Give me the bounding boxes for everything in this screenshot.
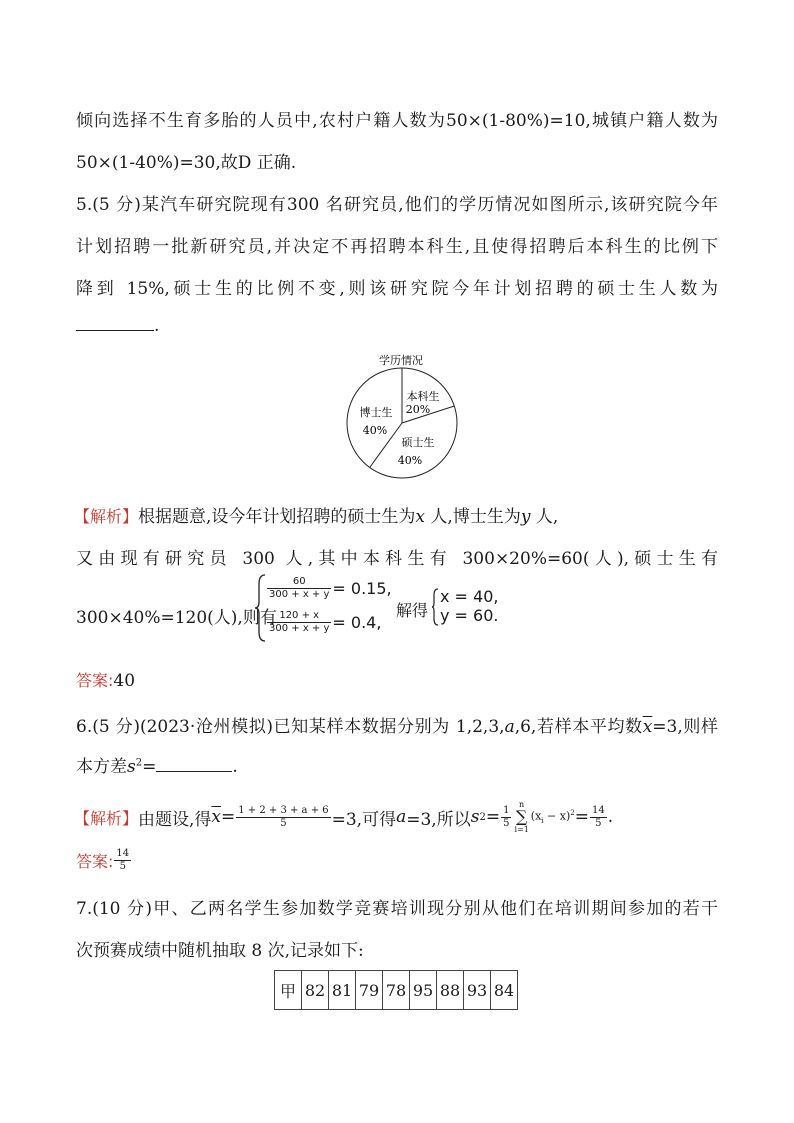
- slice-pct-boshi: 40%: [362, 424, 388, 437]
- slice-pct-benke: 20%: [405, 403, 431, 416]
- q6-solution: 【解析】 由题设,得 $\overline{x}$ = $\frac{1 + 2 + 3 + a + 6}{5}$ =3,可得 a =3,所以 s 2 = $\frac{1}{5}$ n ∑ i=1 $(x_i - x)^2$ = $\frac{14}{5}$ .: [74, 800, 614, 834]
- question-6-line-2: 本方差$s^2=$ .: [76, 757, 238, 777]
- question-7-line-2: 次预赛成绩中随机抽取 8 次,记录如下:: [76, 941, 364, 961]
- score-cell: 93: [464, 971, 491, 1010]
- slice-label-shuoshi: 硕士生: [401, 436, 435, 449]
- score-cell: 88: [437, 971, 464, 1010]
- row-label: 甲: [275, 971, 302, 1010]
- score-cell: 82: [302, 971, 329, 1010]
- question-5-blank-line: .: [76, 316, 159, 336]
- slice-pct-shuoshi: 40%: [397, 454, 423, 467]
- question-5-line-2: 计划招聘一批新研究员,并决定不再招聘本科生,且使得招聘后本科生的比例下: [76, 237, 718, 257]
- question-6-line-1: 6.(5 分)(2023·沧州模拟)已知某样本数据分别为 1,2,3,a,6,若样本平均数$\overline{x}=3$,则样: [76, 717, 719, 737]
- pie-chart: [330, 346, 480, 486]
- q5-solution-line-3: 300×40%=120(人),则有: [76, 608, 277, 628]
- q5-solution-line-1: 【解析】根据题意,设今年计划招聘的硕士生为x 人,博士生为y 人,: [74, 507, 559, 527]
- score-table: [274, 970, 518, 1010]
- result-brace-icon: [431, 588, 439, 626]
- score-cell: 78: [383, 971, 410, 1010]
- question-5-line-1: 5.(5 分)某汽车研究院现有300 名研究员,他们的学历情况如图所示,该研究院今年: [76, 195, 718, 215]
- slice-label-boshi: 博士生: [359, 406, 393, 419]
- slice-label-benke: 本科生: [406, 390, 440, 403]
- table-row: [275, 971, 518, 1010]
- left-brace-icon: [254, 574, 266, 642]
- score-cell: 95: [410, 971, 437, 1010]
- question-7-line-1: 7.(10 分)甲、乙两名学生参加数学竞赛培训现分别从他们在培训期间参加的若干: [76, 899, 718, 919]
- score-cell: 79: [356, 971, 383, 1010]
- q5-solution-line-2: 又由现有研究员 300 人,其中本科生有 300×20%=60(人),硕士生有: [76, 549, 718, 569]
- question-5-line-3: 降到 15%,硕士生的比例不变,则该研究院今年计划招聘的硕士生人数为: [76, 279, 718, 299]
- summation: n ∑ i=1: [514, 800, 529, 834]
- answer-blank: [156, 757, 232, 772]
- answer-blank: [76, 316, 154, 331]
- solution-tag: 【解析】: [74, 507, 139, 526]
- q6-answer: 答案: $\frac{14}{5}$: [76, 848, 130, 872]
- score-cell: 81: [329, 971, 356, 1010]
- pie-title: 学历情况: [379, 354, 423, 367]
- score-cell: 84: [491, 971, 518, 1010]
- text-line-1: 倾向选择不生育多胎的人员中,农村户籍人数为50×(1-80%)=10,城镇户籍人数为: [76, 111, 718, 131]
- text-line-2: 50×(1-40%)=30,故D 正确.: [76, 153, 297, 173]
- q5-answer: 答案:40: [76, 671, 136, 691]
- equation-system: $\frac{60}{300 + x + y}$ = 0.15, $\frac{120 + x}{300 + x + y}$ = 0.4, 解得 x = 40, y = 60.: [254, 574, 524, 644]
